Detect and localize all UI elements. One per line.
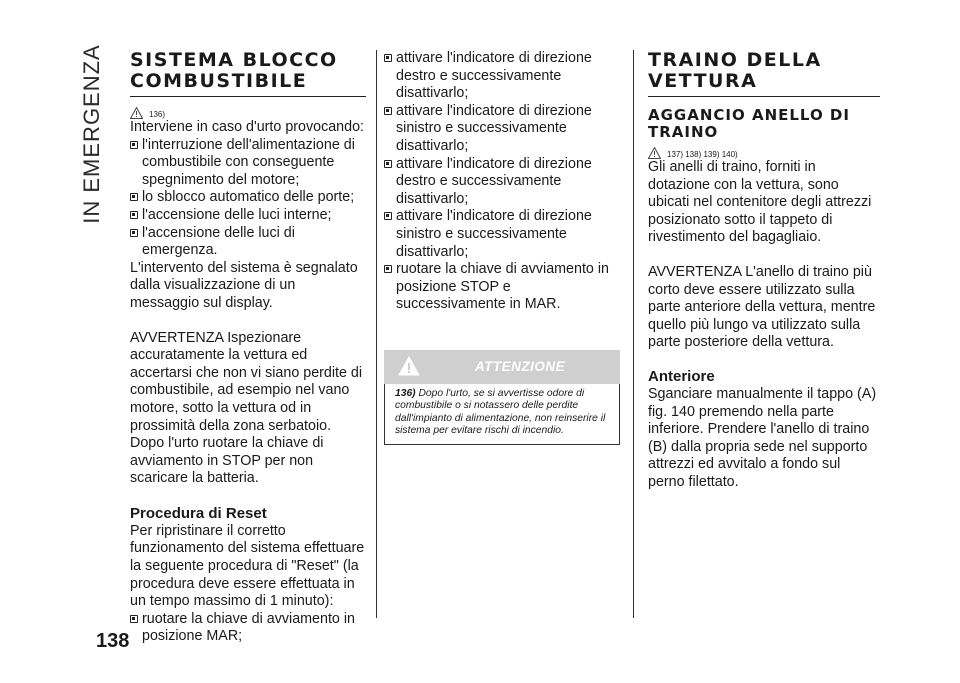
list-item xyxy=(384,156,620,209)
list-item xyxy=(130,207,366,225)
list-item-text: lo sblocco automatico delle porte; xyxy=(142,189,355,206)
column-divider xyxy=(633,50,634,618)
warning-reference xyxy=(648,143,880,159)
warning-reference xyxy=(130,103,366,119)
bullet-box-icon xyxy=(130,615,138,623)
warning-ref-numbers: 136) xyxy=(149,110,166,119)
list-item xyxy=(384,208,620,261)
bullet-box-icon xyxy=(130,229,138,237)
paragraph: AVVERTENZA Ispezionare accuratamente la vettura ed accertarsi che non vi siano perdite di combustibile, ad esempio nel vano motore, sotto la vettura od in prossimità della zona serbatoio. Dopo l'urto ruotare la chiave di avviamento in STOP per non scaricare la batteria. xyxy=(130,329,363,487)
bullet-box-icon xyxy=(384,265,392,273)
side-title-text: IN EMERGENZA xyxy=(79,44,104,224)
warning-number: 136) xyxy=(395,387,416,399)
bullet-box-icon xyxy=(130,141,138,149)
list-item-text: attivare l'indicatore di direzione destro e successivamente disattivarlo; xyxy=(396,50,592,102)
list-item xyxy=(130,137,366,190)
warning-title: ATTENZIONE xyxy=(474,358,566,374)
paragraph: Per ripristinare il corretto funzionamento del sistema effettuare la seguente procedura di "Reset" (la procedura deve essere effettuata in un tempo massimo di 1 minuto): xyxy=(130,522,365,610)
warning-body xyxy=(384,384,620,445)
list-item-text: attivare l'indicatore di direzione sinistro e successivamente disattivarlo; xyxy=(396,208,592,260)
paragraph: L'intervento del sistema è segnalato dalla visualizzazione di un messaggio sul display. xyxy=(130,259,358,311)
bullet-box-icon xyxy=(384,160,392,168)
column-3 xyxy=(648,50,880,492)
column-divider xyxy=(376,50,377,618)
list-item-text: l'interruzione dell'alimentazione di combustibile con conseguente spegnimento del motore; xyxy=(142,136,355,188)
intro-text: Interviene in caso d'urto provocando: xyxy=(130,119,365,135)
list-item-text: attivare l'indicatore di direzione sinistro e successivamente disattivarlo; xyxy=(396,102,592,154)
list-item-text: ruotare la chiave di avviamento in posizione MAR; xyxy=(142,610,355,645)
bullet-box-icon xyxy=(130,193,138,201)
list-item xyxy=(384,50,620,103)
paragraph: Sganciare manualmente il tappo (A) fig. 140 premendo nella parte inferiore. Prendere l'anello di traino (B) dalla propria sede nel supporto attrezzi ed avvitalo a fondo sul perno filettato. xyxy=(648,385,877,490)
section-heading: TRAINO DELLA VETTURA xyxy=(648,50,880,97)
section-side-title xyxy=(78,44,106,224)
list-item xyxy=(384,261,620,314)
list-item xyxy=(130,611,366,646)
list-item-text: attivare l'indicatore di direzione destro e successivamente disattivarlo; xyxy=(396,155,592,207)
bullet-box-icon xyxy=(384,212,392,220)
warning-ref-numbers: 137) 138) 139) 140) xyxy=(667,150,738,159)
section-heading: SISTEMA BLOCCO COMBUSTIBILE xyxy=(130,50,366,97)
bullet-box-icon xyxy=(384,54,392,62)
paragraph: AVVERTENZA L'anello di traino più corto deve essere utilizzato sulla parte anteriore della vettura, mentre quello più lungo va utilizzato sulla parte posteriore della vettura. xyxy=(648,263,876,351)
subheading: Procedura di Reset xyxy=(130,504,267,522)
list-item xyxy=(384,103,620,156)
page-number: 138 xyxy=(96,630,130,652)
paragraph: Gli anelli di traino, forniti in dotazione con la vettura, sono ubicati nel contenitore degli attrezzi posizionato sotto il tappeto di rivestimento del bagagliaio. xyxy=(648,159,872,246)
warning-box-header xyxy=(384,350,620,384)
column-1 xyxy=(130,50,366,646)
list-item-text: l'accensione delle luci di emergenza. xyxy=(142,224,295,259)
warning-triangle-icon xyxy=(648,147,661,159)
warning-triangle-icon xyxy=(130,107,143,119)
column-2 xyxy=(384,50,620,445)
list-item-text: l'accensione delle luci interne; xyxy=(142,206,332,223)
subheading: Anteriore xyxy=(648,367,715,385)
list-item xyxy=(130,189,366,207)
list-item-text: ruotare la chiave di avviamento in posizione STOP e successivamente in MAR. xyxy=(396,261,609,313)
subsection-heading: AGGANCIO ANELLO DI TRAINO xyxy=(648,106,850,141)
list-item xyxy=(130,225,366,260)
bullet-box-icon xyxy=(384,107,392,115)
bullet-box-icon xyxy=(130,211,138,219)
warning-text: Dopo l'urto, se si avvertisse odore di combustibile o si notassero delle perdite dall'impianto di alimentazione, non reinserire il sistema per evitare rischi di incendio. xyxy=(395,387,606,437)
